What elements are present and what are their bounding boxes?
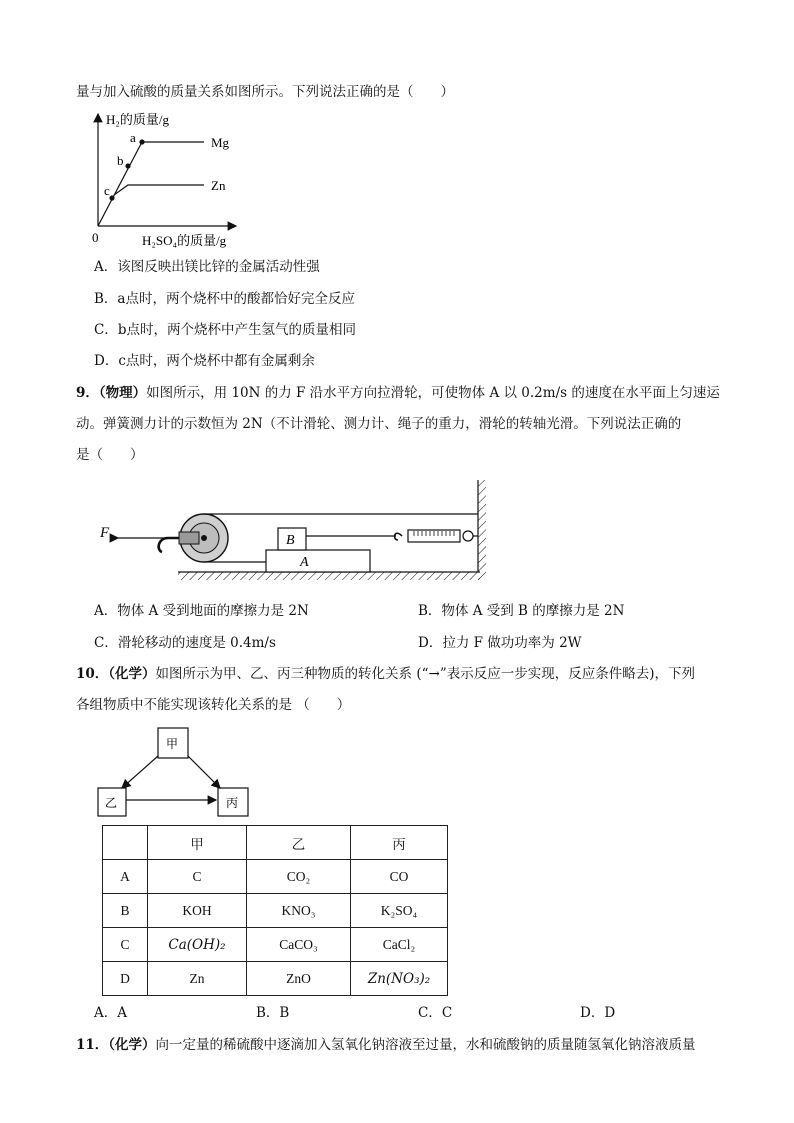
q10-line2: 各组物质中不能实现该转化关系的是 （ ）: [76, 697, 351, 713]
q10-arrow-jia-bing: [188, 756, 220, 788]
q8-zn-line: [114, 185, 204, 195]
q8-origin: 0: [92, 230, 99, 245]
table-cell: D: [103, 962, 148, 996]
q10-number: 10．: [76, 666, 109, 682]
q10-stem-1: 如图所示为甲、乙、丙三种物质的转化关系 (“→”表示反应一步实现，反应条件略去)，下列: [155, 666, 695, 682]
q8-point-b: [125, 163, 130, 168]
table-cell: Ca(OH)₂: [148, 928, 247, 962]
table-cell: KNO₃: [247, 894, 351, 928]
table-cell: C: [103, 928, 148, 962]
table-cell: CaCO₃: [247, 928, 351, 962]
q10-box-bing-label: 丙: [226, 796, 239, 810]
table-header-cell: 乙: [247, 826, 351, 860]
q8-series-mg: Mg: [211, 135, 230, 150]
q10-option-d: D．D: [580, 1005, 616, 1021]
q9-line3: 是（ ）: [76, 447, 144, 463]
q9-tag: （物理）: [98, 385, 147, 401]
table-cell: K₂SO₄: [351, 894, 448, 928]
q9-floor: [178, 572, 480, 580]
table-cell: CO₂: [247, 860, 351, 894]
table-header-cell: 甲: [148, 826, 247, 860]
q9-line1: [76, 383, 720, 403]
table-header-cell: 丙: [351, 826, 448, 860]
q8-option-a: A．该图反映出镁比锌的金属活动性强: [94, 259, 320, 275]
q8-stem: 量与加入硫酸的质量关系如图所示。下列说法正确的是（ ）: [76, 84, 454, 100]
q9-label-a: A: [300, 555, 309, 570]
q11-tag: （化学）: [108, 1037, 156, 1053]
q11-stem-1: 向一定量的稀硫酸中逐滴加入氢氧化钠溶液至过量，水和硫酸钠的质量随氢氧化钠溶液质量: [155, 1037, 696, 1053]
q10-box-jia-label: 甲: [166, 737, 179, 751]
q8-series-zn: Zn: [211, 178, 226, 193]
q9-option-c: C．滑轮移动的速度是 0.4m/s: [94, 635, 276, 651]
q9-option-d: D．拉力 F 做功功率为 2W: [418, 635, 582, 651]
table-row: [103, 894, 448, 928]
table-cell: Zn(NO₃)₂: [351, 962, 448, 996]
q9-hook: [159, 538, 179, 552]
q10-tag: （化学）: [108, 666, 156, 682]
table-cell: A: [103, 860, 148, 894]
table-cell: Zn: [148, 962, 247, 996]
q8-label-b: b: [117, 153, 124, 168]
q8-point-c: [109, 195, 114, 200]
q9-block-a: [266, 550, 370, 572]
q9-line2: 动。弹簧测力计的示数恒为 2N（不计滑轮、测力计、绳子的重力，滑轮的转轴光滑。下列说法正确的: [76, 416, 682, 432]
q10-table: [102, 825, 448, 996]
q8-label-a: a: [130, 130, 136, 145]
q9-number: 9．: [76, 385, 99, 401]
q10-option-a: A．A: [94, 1005, 127, 1021]
q11-number: 11．: [76, 1037, 109, 1053]
table-cell: B: [103, 894, 148, 928]
q9-figure: [96, 478, 496, 586]
q8-option-b: B．a点时，两个烧杯中的酸都恰好完全反应: [94, 291, 355, 307]
table-header-cell: [103, 826, 148, 860]
table-row: [103, 962, 448, 996]
table-cell: CaCl₂: [351, 928, 448, 962]
q10-option-c: C．C: [418, 1005, 453, 1021]
q8-y-label: H₂的质量/g: [106, 112, 170, 127]
q8-graph: [80, 108, 280, 250]
q10-box-yi-label: 乙: [105, 796, 118, 810]
q8-option-d: D．c点时，两个烧杯中都有金属剩余: [94, 353, 315, 369]
table-cell: ZnO: [247, 962, 351, 996]
q8-option-c: C．b点时，两个烧杯中产生氢气的质量相同: [94, 322, 356, 338]
q9-option-a: A．物体 A 受到地面的摩擦力是 2N: [94, 603, 309, 619]
table-header-row: [103, 826, 448, 860]
q8-mg-line: [98, 142, 204, 226]
q10-line1: [76, 664, 695, 684]
table-cell: KOH: [148, 894, 247, 928]
q8-label-c: c: [104, 183, 110, 198]
q9-option-b: B．物体 A 受到 B 的摩擦力是 2N: [418, 603, 625, 619]
table-cell: CO: [351, 860, 448, 894]
q9-wall: [478, 480, 486, 580]
q10-option-b: B．B: [256, 1005, 290, 1021]
q8-x-label: H₂SO₄的质量/g: [142, 233, 227, 248]
q9-stem-1: 如图所示，用 10N 的力 F 沿水平方向拉滑轮，可使物体 A 以 0.2m/s 的速度在水平面上匀速运: [146, 385, 720, 401]
table-row: [103, 860, 448, 894]
table-cell: C: [148, 860, 247, 894]
q10-arrow-jia-yi: [122, 756, 158, 788]
q9-label-b: B: [286, 533, 295, 548]
q9-force-label: F: [100, 525, 110, 541]
q11-line1: [76, 1035, 696, 1055]
q10-diagram: [96, 726, 256, 820]
q8-point-a: [139, 139, 144, 144]
table-row: [103, 928, 448, 962]
